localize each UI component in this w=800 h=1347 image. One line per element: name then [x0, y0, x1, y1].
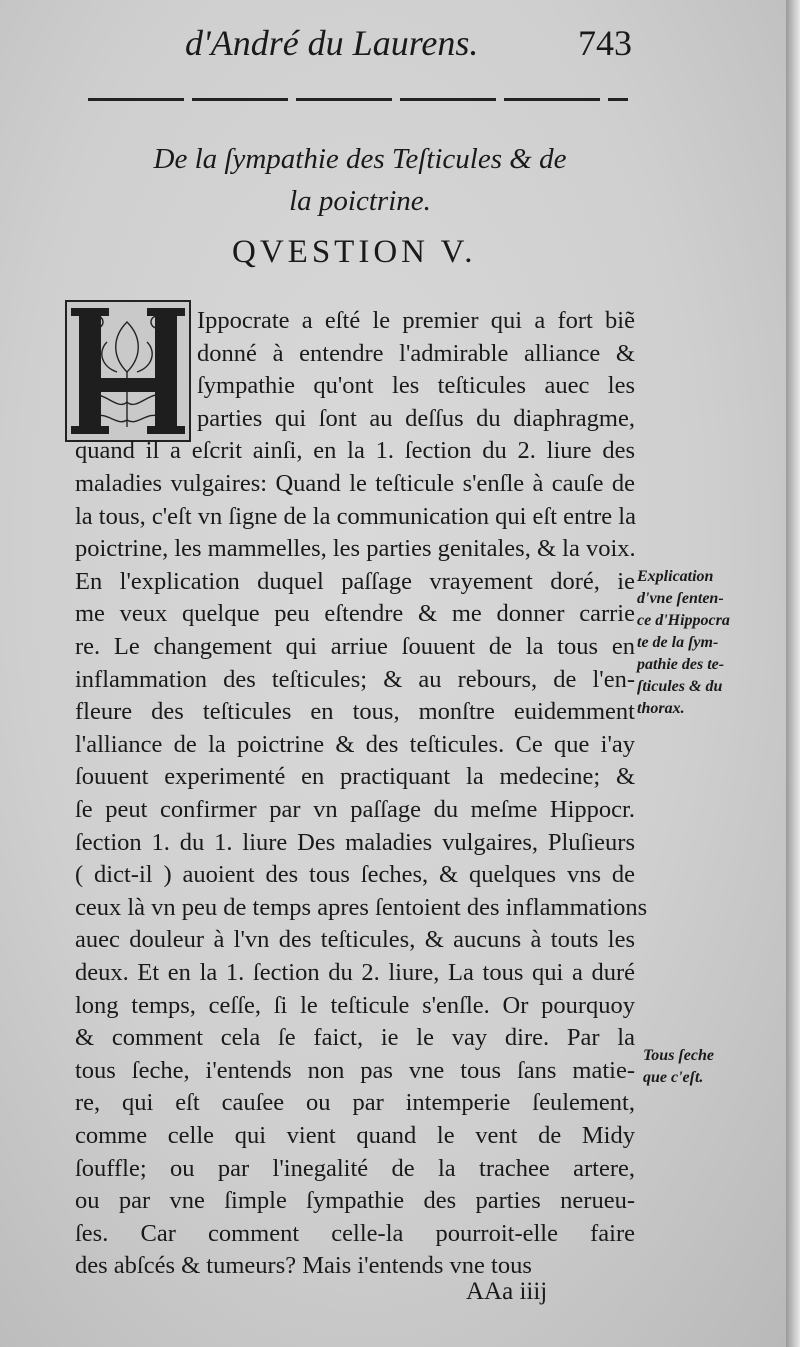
margin-note-line: d'vne ſenten- [637, 590, 724, 607]
running-head: d'André du Laurens. [185, 23, 479, 63]
margin-note-line: ce d'Hippocra [637, 612, 730, 629]
chapter-heading [140, 138, 580, 222]
body-line: ſouuent experimenté en practiquant la medecine; & [75, 763, 635, 791]
body-line: parties qui ſont au deſſus du diaphragme, [197, 404, 635, 432]
margin-note-line: ſticules & du [637, 678, 723, 695]
question-title: QVESTION V. [232, 234, 477, 270]
body-line: ( dict-il ) auoient des tous ſeches, & quelques vns de [75, 861, 635, 889]
body-line: inflammation des teſticules; & au rebours, de l'en- [75, 665, 635, 693]
header-rule [88, 98, 628, 101]
body-line: Ippocrate a eſté le premier qui a fort biẽ [197, 307, 635, 334]
body-line: me veux quelque peu eſtendre & me donner carrie [75, 600, 635, 628]
body-line: ou par vne ſimple ſympathie des parties nerueu- [75, 1187, 635, 1215]
body-line: & comment cela ſe faict, ie le vay dire. Par la [75, 1024, 635, 1052]
page-edge [786, 0, 800, 1347]
body-line: fleure des teſticules en tous, monſtre euidemment [75, 698, 635, 726]
chapter-heading-line-1: De la ſympathie des Teſticules & de [153, 143, 567, 175]
body-line: ſympathie qu'ont les teſticules auec les [197, 372, 635, 400]
margin-note-line: pathie des te- [637, 656, 725, 673]
body-line: ſe peut confirmer par vn paſſage du meſme Hippocr. [75, 796, 635, 823]
body-line: re, qui eſt cauſee ou par intemperie ſeulement, [75, 1089, 635, 1117]
decorated-initial-h-icon [65, 300, 191, 442]
body-line: En l'explication duquel paſſage vrayement doré, ie [75, 567, 635, 595]
body-line: long temps, ceſſe, ſi le teſticule s'enſle. Or pourquoy [75, 991, 635, 1019]
margin-note-line: thorax. [637, 700, 685, 717]
body-line: re. Le changement qui arriue ſouuent de la tous en [75, 633, 635, 660]
body-line: l'alliance de la poictrine & des teſticules. Ce que i'ay [75, 730, 635, 758]
body-line: maladies vulgaires: Quand le teſticule s'enſle à cauſe de [75, 470, 635, 497]
margin-note-line: Tous ſeche [643, 1047, 714, 1064]
body-line: donné à entendre l'admirable alliance & [197, 339, 635, 367]
margin-note-line: te de la ſym- [637, 634, 719, 651]
margin-note-line: Explication [637, 568, 714, 585]
margin-note-line: que c'eſt. [643, 1069, 704, 1086]
body-line: poictrine, les mammelles, les parties genitales, & la voix. [75, 535, 636, 563]
body-line: ceux là vn peu de temps apres ſentoient des inflammations [75, 893, 648, 921]
body-line: ſouffle; ou par l'inegalité de la trachee artere, [75, 1154, 635, 1182]
body-line: ſection 1. du 1. liure Des maladies vulgaires, Pluſieurs [75, 828, 635, 856]
chapter-heading-line-2: la poictrine. [289, 185, 431, 217]
body-line: comme celle qui vient quand le vent de Midy [75, 1122, 635, 1149]
margin-note-tous-seche [643, 1045, 714, 1089]
body-line: deux. Et en la 1. ſection du 2. liure, La tous qui a duré [75, 959, 635, 986]
body-line: quand il a eſcrit ainſi, en la 1. ſection du 2. liure des [75, 437, 635, 465]
body-line: ſes. Car comment celle-la pourroit-elle faire [75, 1219, 635, 1247]
body-line: des abſcés & tumeurs? Mais i'entends vne tous [75, 1252, 532, 1280]
page-number: 743 [578, 23, 632, 63]
margin-note-explication [637, 566, 730, 720]
body-line: tous ſeche, i'entends non pas vne tous ſans matie- [75, 1056, 635, 1084]
body-line: auec douleur à l'vn des teſticules, & aucuns à touts les [75, 926, 635, 954]
body-line: la tous, c'eſt vn ſigne de la communication qui eſt entre la [75, 502, 636, 530]
catchword-signature: AAa iiij [466, 1278, 548, 1305]
